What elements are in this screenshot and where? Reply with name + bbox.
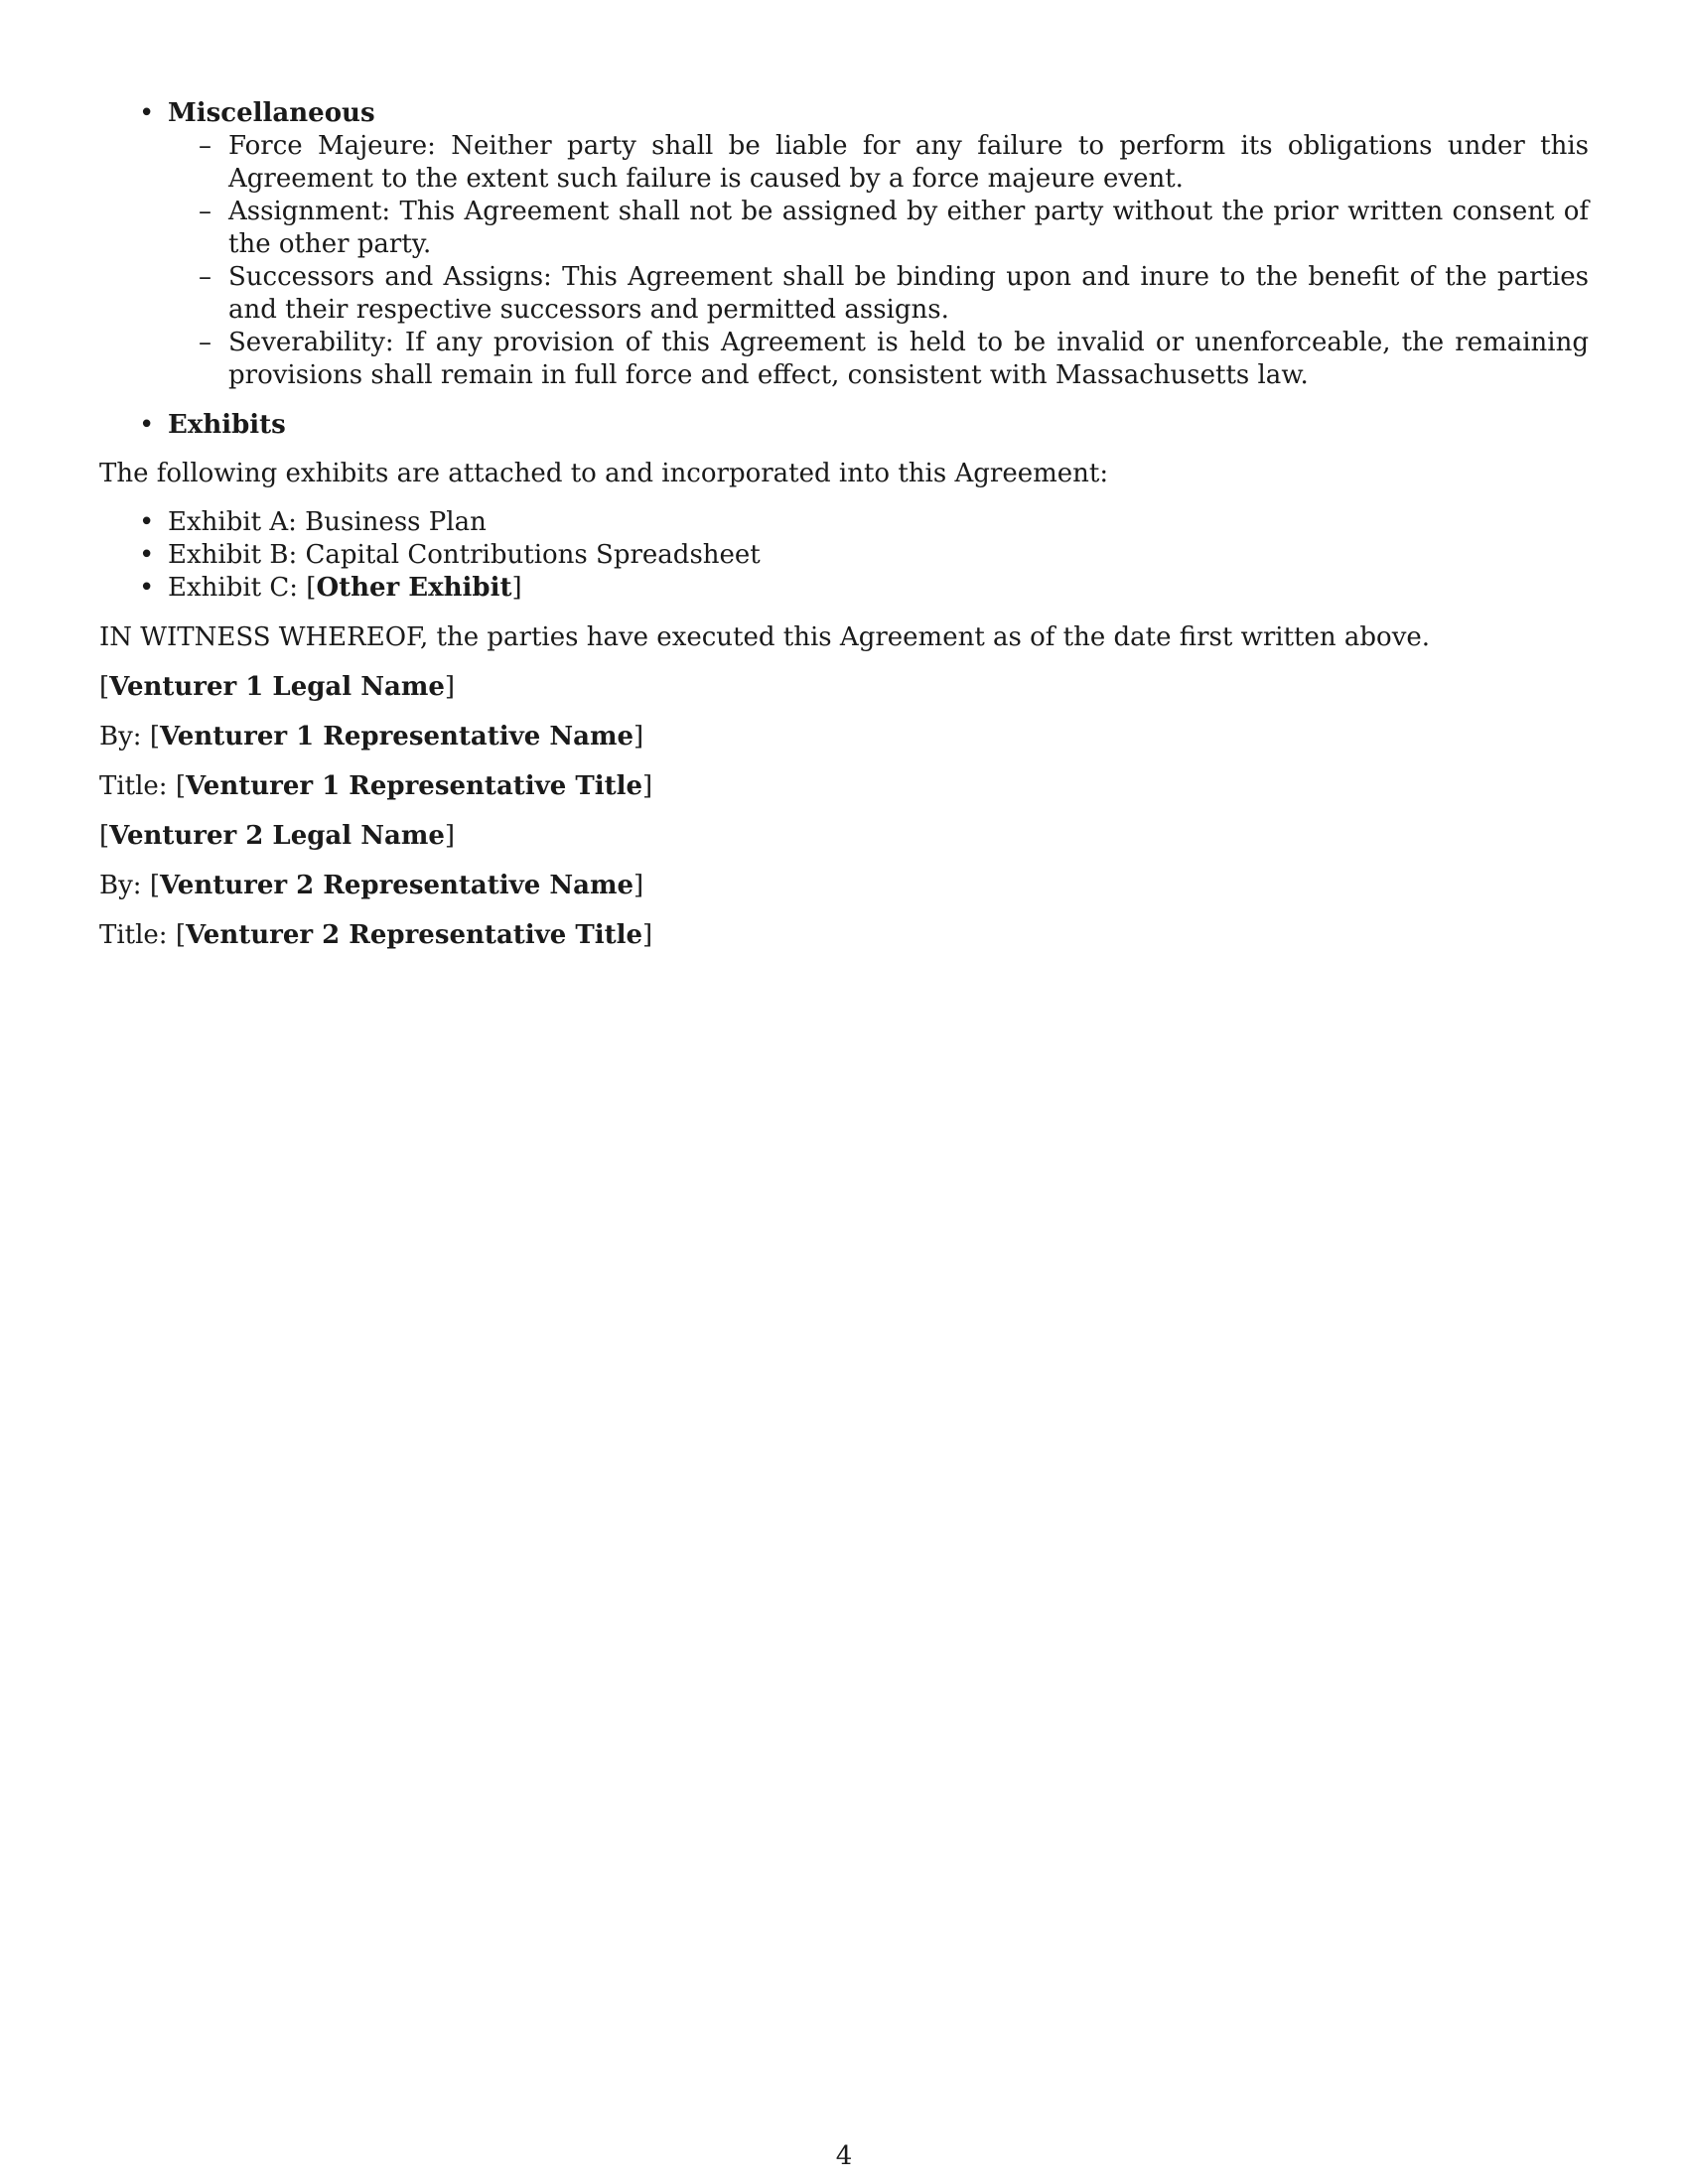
rep-title-placeholder: Venturer 2 Representative Title <box>186 920 643 950</box>
section-heading-exhibits <box>99 409 1589 442</box>
exhibit-text: Exhibit C: <box>168 573 307 603</box>
item-label: Successors and Assigns: <box>228 262 552 292</box>
section-heading-miscellaneous <box>99 97 1589 130</box>
bullet-icon: • <box>139 507 155 537</box>
page-number: 4 <box>835 2141 853 2171</box>
item-label: Severability: <box>228 328 394 357</box>
list-item: • Exhibit C: [Other Exhibit] <box>139 573 522 603</box>
by-label: By: <box>99 722 150 751</box>
item-label: Force Majeure: <box>228 131 436 161</box>
section-heading-text: Miscellaneous <box>168 98 375 128</box>
exhibits-intro: The following exhibits are attached to and incorporated into this Agreement: <box>99 459 1109 488</box>
signature-by-1: By: [Venturer 1 Representative Name] <box>99 722 644 751</box>
exhibit-placeholder: Other Exhibit <box>316 573 512 603</box>
legal-name-placeholder: Venturer 2 Legal Name <box>109 821 445 851</box>
title-label: Title: <box>99 920 176 950</box>
exhibit-text: Exhibit B: Capital Contributions Spreadsheet <box>168 540 761 570</box>
section-heading-text: Exhibits <box>168 410 286 440</box>
list-item <box>99 196 1589 261</box>
list-item <box>99 539 1589 572</box>
list-item <box>99 506 1589 539</box>
list-item <box>99 130 1589 196</box>
item-label: Assignment: <box>228 197 391 226</box>
list-item <box>99 261 1589 327</box>
signature-legal-name-2: [Venturer 2 Legal Name] <box>99 821 456 851</box>
dash-icon: – <box>199 328 211 357</box>
rep-name-placeholder: Venturer 2 Representative Name <box>159 871 634 900</box>
legal-name-placeholder: Venturer 1 Legal Name <box>109 672 445 702</box>
signature-legal-name-1: [Venturer 1 Legal Name] <box>99 672 456 702</box>
dash-icon: – <box>199 131 211 161</box>
item-text: Neither party shall be liable for any failure to perform its obligations under this Agreement to the extent such failure is caused by a force majeure event. <box>228 131 1590 194</box>
rep-title-placeholder: Venturer 1 Representative Title <box>186 771 643 801</box>
item-text: This Agreement shall be binding upon and inure to the benefit of the parties and their respective successors and permitted assigns. <box>228 262 1589 325</box>
bullet-icon: • <box>139 540 155 570</box>
by-label: By: <box>99 871 150 900</box>
signature-by-2: By: [Venturer 2 Representative Name] <box>99 871 644 900</box>
exhibit-text: Exhibit A: Business Plan <box>168 507 487 537</box>
signature-title-1: Title: [Venturer 1 Representative Title] <box>99 771 653 801</box>
signature-title-2: Title: [Venturer 2 Representative Title] <box>99 920 653 950</box>
witness-clause: IN WITNESS WHEREOF, the parties have executed this Agreement as of the date first written above. <box>99 622 1431 652</box>
bullet-icon: • <box>139 573 155 603</box>
miscellaneous-list <box>99 130 1589 392</box>
exhibits-list <box>99 506 1589 605</box>
bullet-icon: • <box>139 98 155 128</box>
rep-name-placeholder: Venturer 1 Representative Name <box>159 722 634 751</box>
item-text: This Agreement shall not be assigned by either party without the prior written consent of the other party. <box>228 197 1589 259</box>
dash-icon: – <box>199 262 211 292</box>
title-label: Title: <box>99 771 176 801</box>
dash-icon: – <box>199 197 211 226</box>
list-item <box>99 327 1589 392</box>
item-text: If any provision of this Agreement is held to be invalid or unenforceable, the remaining provisions shall remain in full force and effect, consistent with Massachusetts law. <box>228 328 1590 390</box>
bullet-icon: • <box>139 410 155 440</box>
document-page <box>99 97 1589 952</box>
